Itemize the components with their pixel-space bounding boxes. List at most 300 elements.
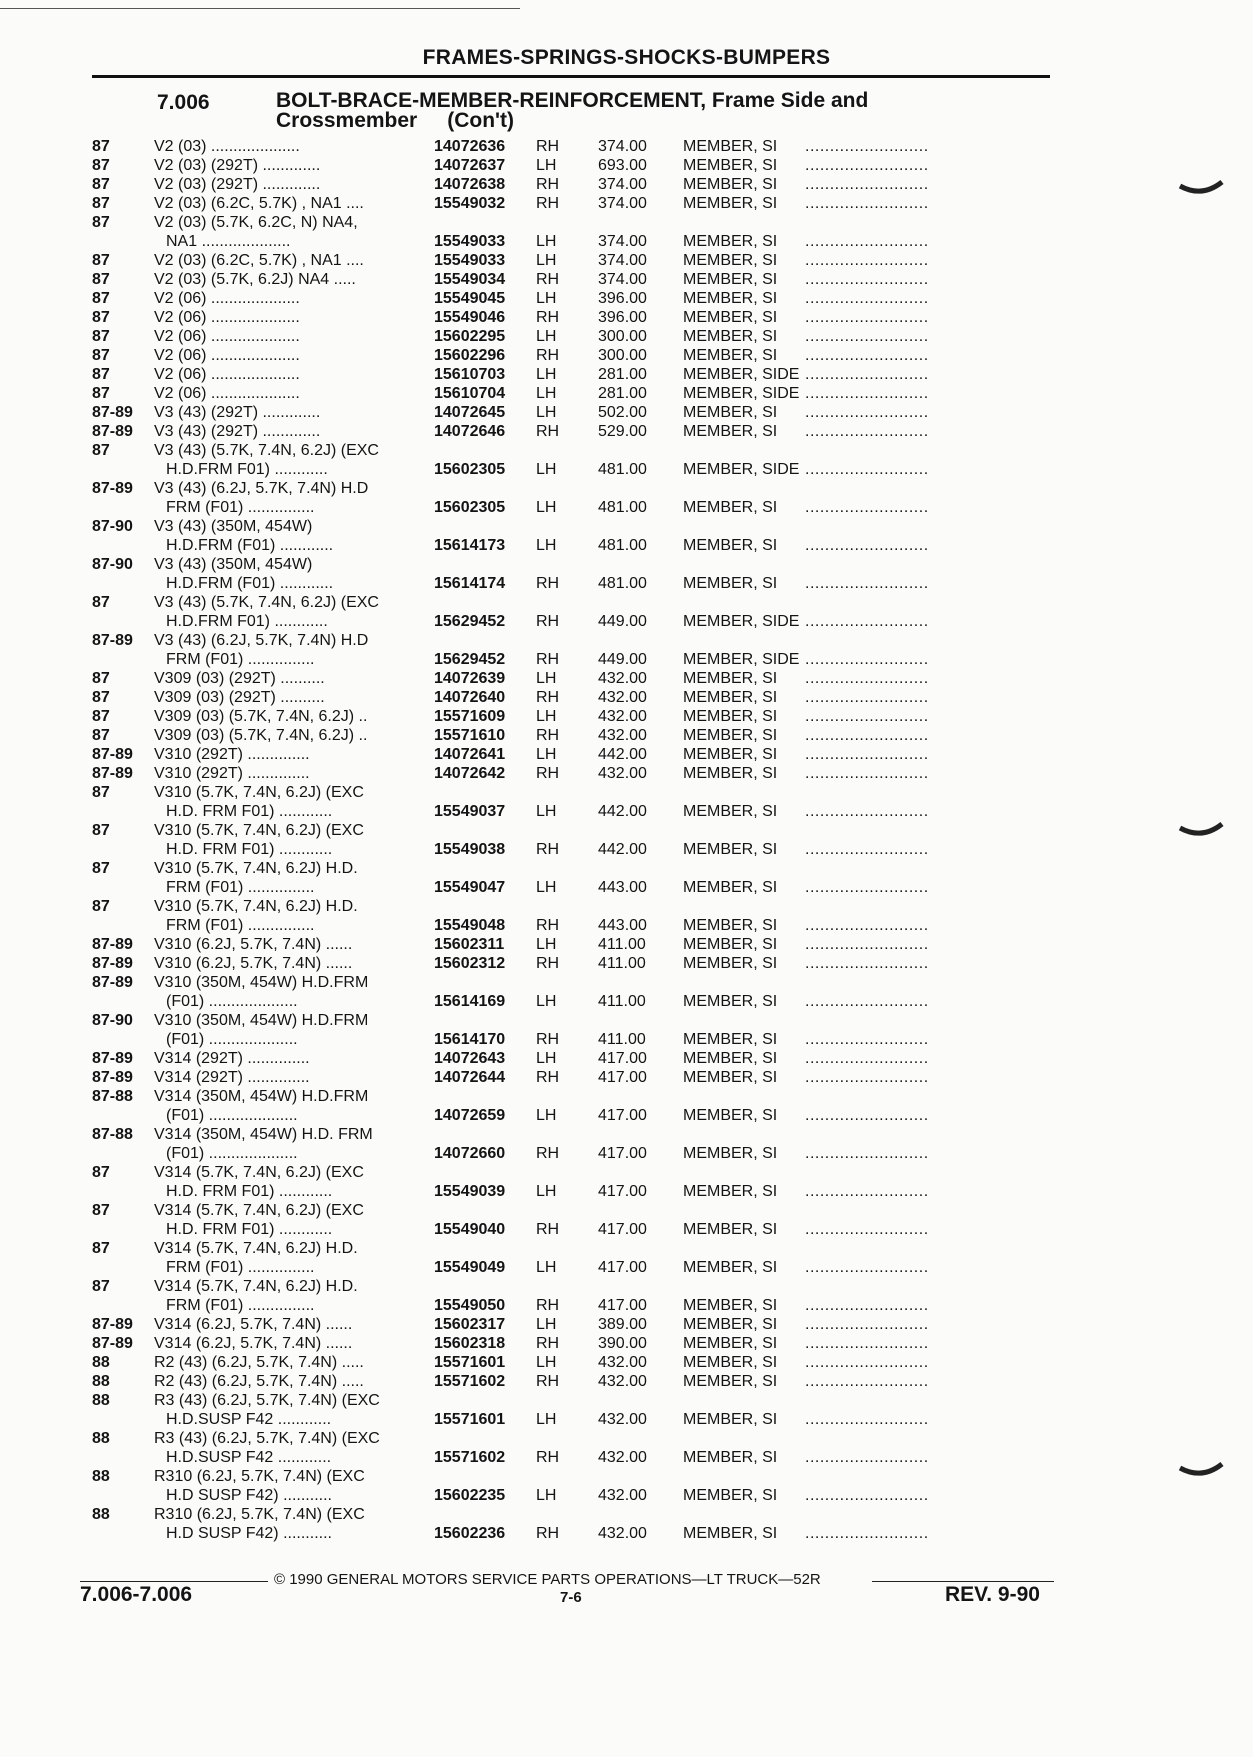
row-leader-dots: ......................... [805, 1449, 929, 1466]
row-description: V310 (292T) .............. [154, 746, 310, 763]
row-description: R310 (6.2J, 5.7K, 7.4N) (EXC [154, 1506, 365, 1523]
row-part-name: MEMBER, SI [683, 404, 778, 421]
row-description: V2 (06) .................... [154, 309, 300, 326]
row-description: V314 (292T) .............. [154, 1069, 310, 1086]
row-description: V310 (5.7K, 7.4N, 6.2J) H.D. [154, 860, 358, 877]
row-part-name: MEMBER, SI [683, 347, 778, 364]
row-part-number: 15549032 [434, 195, 506, 212]
row-side: RH [536, 955, 560, 972]
row-part-name: MEMBER, SI [683, 670, 778, 687]
row-year: 88 [92, 1468, 110, 1485]
row-leader-dots: ......................... [805, 1145, 929, 1162]
row-side: LH [536, 404, 557, 421]
row-description-cont: NA1 .................... [166, 233, 291, 250]
row-year: 87-90 [92, 556, 133, 573]
row-year: 87 [92, 328, 110, 345]
row-part-name: MEMBER, SI [683, 917, 778, 934]
row-part-name: MEMBER, SIDE [683, 385, 800, 402]
row-leader-dots: ......................... [805, 1354, 929, 1371]
row-description: V314 (6.2J, 5.7K, 7.4N) ...... [154, 1335, 353, 1352]
row-leader-dots: ......................... [805, 138, 929, 155]
row-leader-dots: ......................... [805, 879, 929, 896]
row-price: 374.00 [598, 176, 647, 193]
row-part-name: MEMBER, SI [683, 993, 778, 1010]
footer-rule-right [872, 1581, 1054, 1582]
row-price: 481.00 [598, 537, 647, 554]
row-leader-dots: ......................... [805, 727, 929, 744]
row-price: 502.00 [598, 404, 647, 421]
row-part-name: MEMBER, SI [683, 765, 778, 782]
binder-hole-mark [1178, 1460, 1226, 1484]
row-part-number: 15602305 [434, 499, 506, 516]
row-side: LH [536, 233, 557, 250]
row-price: 481.00 [598, 461, 647, 478]
row-price: 432.00 [598, 765, 647, 782]
row-price: 432.00 [598, 689, 647, 706]
row-price: 281.00 [598, 366, 647, 383]
row-leader-dots: ......................... [805, 993, 929, 1010]
row-description: V310 (350M, 454W) H.D.FRM [154, 974, 369, 991]
row-price: 417.00 [598, 1221, 647, 1238]
row-part-number: 14072640 [434, 689, 506, 706]
row-description: R3 (43) (6.2J, 5.7K, 7.4N) (EXC [154, 1392, 380, 1409]
row-side: RH [536, 1069, 560, 1086]
row-part-number: 15549047 [434, 879, 506, 896]
row-year: 88 [92, 1354, 110, 1371]
row-leader-dots: ......................... [805, 955, 929, 972]
row-part-number: 15549045 [434, 290, 506, 307]
row-part-number: 14072643 [434, 1050, 506, 1067]
row-side: LH [536, 746, 557, 763]
row-price: 396.00 [598, 290, 647, 307]
row-side: LH [536, 936, 557, 953]
row-price: 396.00 [598, 309, 647, 326]
row-price: 374.00 [598, 271, 647, 288]
row-part-name: MEMBER, SI [683, 271, 778, 288]
row-part-number: 15549037 [434, 803, 506, 820]
row-part-number: 14072641 [434, 746, 506, 763]
row-part-number: 15549033 [434, 233, 506, 250]
row-part-name: MEMBER, SIDE [683, 613, 800, 630]
row-part-number: 15602311 [434, 936, 505, 953]
row-part-name: MEMBER, SI [683, 1354, 778, 1371]
row-description: V2 (06) .................... [154, 366, 300, 383]
row-year: 87 [92, 176, 110, 193]
row-price: 389.00 [598, 1316, 647, 1333]
row-part-name: MEMBER, SI [683, 1107, 778, 1124]
row-part-name: MEMBER, SI [683, 176, 778, 193]
row-description-cont: H.D.SUSP F42 ............ [166, 1449, 332, 1466]
row-leader-dots: ......................... [805, 195, 929, 212]
row-description-cont: H.D. FRM F01) ............ [166, 841, 333, 858]
row-part-name: MEMBER, SI [683, 746, 778, 763]
row-part-number: 15549050 [434, 1297, 506, 1314]
row-side: RH [536, 1373, 560, 1390]
row-leader-dots: ......................... [805, 670, 929, 687]
row-description: V3 (43) (5.7K, 7.4N, 6.2J) (EXC [154, 442, 379, 459]
row-description-cont: (F01) .................... [166, 1145, 298, 1162]
row-year: 87 [92, 708, 110, 725]
row-part-number: 15610704 [434, 385, 506, 402]
row-leader-dots: ......................... [805, 1107, 929, 1124]
row-part-number: 15614170 [434, 1031, 506, 1048]
row-price: 411.00 [598, 993, 646, 1010]
row-description-cont: H.D.FRM (F01) ............ [166, 575, 334, 592]
row-year: 87-89 [92, 1316, 133, 1333]
row-year: 87-89 [92, 1050, 133, 1067]
row-side: RH [536, 1525, 560, 1542]
row-price: 390.00 [598, 1335, 647, 1352]
row-price: 432.00 [598, 1373, 647, 1390]
row-year: 87 [92, 727, 110, 744]
row-part-number: 15614169 [434, 993, 506, 1010]
row-description: V310 (350M, 454W) H.D.FRM [154, 1012, 369, 1029]
row-leader-dots: ......................... [805, 290, 929, 307]
row-price: 417.00 [598, 1069, 647, 1086]
row-price: 442.00 [598, 841, 647, 858]
row-price: 411.00 [598, 955, 646, 972]
row-leader-dots: ......................... [805, 1316, 929, 1333]
row-year: 88 [92, 1392, 110, 1409]
row-part-number: 15571610 [434, 727, 506, 744]
row-part-name: MEMBER, SI [683, 708, 778, 725]
row-price: 443.00 [598, 879, 647, 896]
row-part-number: 15614173 [434, 537, 506, 554]
row-description: V2 (06) .................... [154, 328, 300, 345]
row-description-cont: (F01) .................... [166, 1031, 298, 1048]
row-part-number: 15571609 [434, 708, 506, 725]
row-year: 87 [92, 157, 110, 174]
row-part-number: 15549040 [434, 1221, 506, 1238]
row-year: 87 [92, 347, 110, 364]
row-leader-dots: ......................... [805, 1335, 929, 1352]
row-price: 442.00 [598, 803, 647, 820]
row-side: LH [536, 993, 557, 1010]
row-part-name: MEMBER, SI [683, 1145, 778, 1162]
binder-hole-mark [1178, 820, 1226, 844]
row-leader-dots: ......................... [805, 1487, 929, 1504]
row-description: V310 (5.7K, 7.4N, 6.2J) (EXC [154, 784, 364, 801]
row-price: 432.00 [598, 727, 647, 744]
row-side: LH [536, 803, 557, 820]
row-description-cont: FRM (F01) ............... [166, 499, 315, 516]
row-description: V2 (03) (6.2C, 5.7K) , NA1 .... [154, 252, 364, 269]
row-part-name: MEMBER, SI [683, 1449, 778, 1466]
row-description: V2 (03) (6.2C, 5.7K) , NA1 .... [154, 195, 364, 212]
row-leader-dots: ......................... [805, 404, 929, 421]
row-part-name: MEMBER, SI [683, 1373, 778, 1390]
row-description: V3 (43) (292T) ............. [154, 423, 321, 440]
row-part-number: 15571602 [434, 1449, 506, 1466]
row-description: V3 (43) (350M, 454W) [154, 556, 313, 573]
row-side: RH [536, 347, 560, 364]
binder-hole-mark [1178, 178, 1226, 202]
row-price: 417.00 [598, 1145, 647, 1162]
row-part-name: MEMBER, SI [683, 537, 778, 554]
row-part-number: 15549039 [434, 1183, 506, 1200]
row-description: R3 (43) (6.2J, 5.7K, 7.4N) (EXC [154, 1430, 380, 1447]
row-year: 88 [92, 1373, 110, 1390]
row-year: 87-89 [92, 404, 133, 421]
row-side: RH [536, 138, 560, 155]
row-price: 300.00 [598, 328, 647, 345]
row-side: LH [536, 1107, 557, 1124]
row-part-number: 15571601 [434, 1411, 506, 1428]
row-price: 693.00 [598, 157, 647, 174]
row-price: 442.00 [598, 746, 647, 763]
row-part-name: MEMBER, SI [683, 499, 778, 516]
row-part-name: MEMBER, SI [683, 1487, 778, 1504]
row-description: V309 (03) (292T) .......... [154, 689, 325, 706]
row-price: 449.00 [598, 613, 647, 630]
row-description: V310 (5.7K, 7.4N, 6.2J) H.D. [154, 898, 358, 915]
row-description: V309 (03) (5.7K, 7.4N, 6.2J) .. [154, 727, 368, 744]
row-year: 87 [92, 214, 110, 231]
row-part-name: MEMBER, SI [683, 328, 778, 345]
row-year: 88 [92, 1506, 110, 1523]
row-leader-dots: ......................... [805, 1259, 929, 1276]
row-price: 432.00 [598, 708, 647, 725]
row-part-name: MEMBER, SI [683, 841, 778, 858]
row-side: RH [536, 423, 560, 440]
row-description: V3 (43) (350M, 454W) [154, 518, 313, 535]
row-part-name: MEMBER, SI [683, 803, 778, 820]
row-part-number: 14072645 [434, 404, 506, 421]
row-year: 87-88 [92, 1088, 133, 1105]
row-description-cont: H.D SUSP F42) ........... [166, 1487, 332, 1504]
row-price: 411.00 [598, 1031, 646, 1048]
row-side: RH [536, 195, 560, 212]
row-side: LH [536, 461, 557, 478]
row-description-cont: H.D.FRM (F01) ............ [166, 537, 334, 554]
row-part-number: 15602312 [434, 955, 506, 972]
row-year: 88 [92, 1430, 110, 1447]
row-description: V3 (43) (6.2J, 5.7K, 7.4N) H.D [154, 480, 369, 497]
row-part-name: MEMBER, SI [683, 233, 778, 250]
row-side: LH [536, 1259, 557, 1276]
row-description: V2 (06) .................... [154, 385, 300, 402]
row-part-number: 15549048 [434, 917, 506, 934]
row-description: V314 (5.7K, 7.4N, 6.2J) (EXC [154, 1164, 364, 1181]
row-leader-dots: ......................... [805, 366, 929, 383]
row-description-cont: H.D.FRM F01) ............ [166, 613, 328, 630]
row-leader-dots: ......................... [805, 347, 929, 364]
row-price: 417.00 [598, 1107, 647, 1124]
row-year: 87-90 [92, 1012, 133, 1029]
row-part-number: 14072644 [434, 1069, 506, 1086]
row-side: LH [536, 366, 557, 383]
row-side: LH [536, 1050, 557, 1067]
row-part-number: 15610703 [434, 366, 506, 383]
row-part-name: MEMBER, SI [683, 955, 778, 972]
row-side: RH [536, 727, 560, 744]
row-description-cont: FRM (F01) ............... [166, 917, 315, 934]
row-leader-dots: ......................... [805, 1221, 929, 1238]
row-part-name: MEMBER, SI [683, 423, 778, 440]
row-description: V309 (03) (5.7K, 7.4N, 6.2J) .. [154, 708, 368, 725]
row-price: 432.00 [598, 1487, 647, 1504]
row-part-number: 14072642 [434, 765, 506, 782]
row-year: 87 [92, 1202, 110, 1219]
row-leader-dots: ......................... [805, 233, 929, 250]
row-description: R2 (43) (6.2J, 5.7K, 7.4N) ..... [154, 1354, 364, 1371]
footer-rule-left [80, 1581, 268, 1582]
row-part-name: MEMBER, SI [683, 727, 778, 744]
footer-page-number: 7-6 [560, 1589, 582, 1606]
row-description-cont: FRM (F01) ............... [166, 1297, 315, 1314]
row-year: 87-88 [92, 1126, 133, 1143]
row-price: 411.00 [598, 936, 646, 953]
row-part-name: MEMBER, SI [683, 138, 778, 155]
row-leader-dots: ......................... [805, 1525, 929, 1542]
row-side: LH [536, 1411, 557, 1428]
row-side: LH [536, 157, 557, 174]
row-price: 481.00 [598, 499, 647, 516]
row-side: RH [536, 765, 560, 782]
row-price: 481.00 [598, 575, 647, 592]
row-leader-dots: ......................... [805, 252, 929, 269]
row-year: 87 [92, 1278, 110, 1295]
row-price: 449.00 [598, 651, 647, 668]
row-part-number: 15549033 [434, 252, 506, 269]
row-description-cont: H.D.FRM F01) ............ [166, 461, 328, 478]
row-price: 417.00 [598, 1259, 647, 1276]
section-cont: (Con't) [447, 109, 515, 132]
row-part-name: MEMBER, SI [683, 1183, 778, 1200]
row-year: 87-89 [92, 974, 133, 991]
row-year: 87 [92, 252, 110, 269]
row-part-name: MEMBER, SI [683, 290, 778, 307]
row-price: 432.00 [598, 670, 647, 687]
footer-copyright: © 1990 GENERAL MOTORS SERVICE PARTS OPERATIONS—LT TRUCK—52R [274, 1571, 821, 1588]
row-description: V2 (03) .................... [154, 138, 300, 155]
row-part-number: 15614174 [434, 575, 506, 592]
row-side: LH [536, 290, 557, 307]
row-side: RH [536, 1297, 560, 1314]
row-description: V2 (06) .................... [154, 290, 300, 307]
row-part-name: MEMBER, SI [683, 575, 778, 592]
row-leader-dots: ......................... [805, 328, 929, 345]
row-part-name: MEMBER, SI [683, 936, 778, 953]
row-leader-dots: ......................... [805, 157, 929, 174]
row-part-name: MEMBER, SI [683, 157, 778, 174]
row-leader-dots: ......................... [805, 613, 929, 630]
row-year: 87-90 [92, 518, 133, 535]
row-year: 87-89 [92, 1069, 133, 1086]
row-part-number: 14072660 [434, 1145, 506, 1162]
row-leader-dots: ......................... [805, 1031, 929, 1048]
row-leader-dots: ......................... [805, 917, 929, 934]
row-price: 374.00 [598, 195, 647, 212]
row-description: R2 (43) (6.2J, 5.7K, 7.4N) ..... [154, 1373, 364, 1390]
row-side: RH [536, 689, 560, 706]
row-side: RH [536, 841, 560, 858]
row-part-name: MEMBER, SIDE [683, 651, 800, 668]
row-side: LH [536, 537, 557, 554]
row-description-cont: H.D. FRM F01) ............ [166, 1183, 333, 1200]
row-part-number: 15602296 [434, 347, 506, 364]
row-part-name: MEMBER, SI [683, 309, 778, 326]
row-leader-dots: ......................... [805, 708, 929, 725]
row-description-cont: (F01) .................... [166, 993, 298, 1010]
row-description: V309 (03) (292T) .......... [154, 670, 325, 687]
row-part-number: 15549046 [434, 309, 506, 326]
row-description: V3 (43) (6.2J, 5.7K, 7.4N) H.D [154, 632, 369, 649]
row-price: 300.00 [598, 347, 647, 364]
row-year: 87-89 [92, 480, 133, 497]
footer-section-range: 7.006-7.006 [80, 1583, 193, 1606]
row-year: 87-89 [92, 746, 133, 763]
row-year: 87 [92, 594, 110, 611]
row-part-number: 15549034 [434, 271, 506, 288]
row-leader-dots: ......................... [805, 936, 929, 953]
row-leader-dots: ......................... [805, 841, 929, 858]
row-leader-dots: ......................... [805, 765, 929, 782]
row-price: 432.00 [598, 1354, 647, 1371]
row-part-number: 14072636 [434, 138, 506, 155]
row-description: V310 (292T) .............. [154, 765, 310, 782]
row-description: V310 (5.7K, 7.4N, 6.2J) (EXC [154, 822, 364, 839]
section-title-crossmember: Crossmember [276, 109, 418, 132]
row-leader-dots: ......................... [805, 1373, 929, 1390]
row-year: 87 [92, 670, 110, 687]
section-title-line1: BOLT-BRACE-MEMBER-REINFORCEMENT, Frame Side and [276, 89, 869, 112]
row-price: 417.00 [598, 1050, 647, 1067]
row-part-name: MEMBER, SI [683, 1525, 778, 1542]
row-part-number: 15571601 [434, 1354, 506, 1371]
row-part-number: 15602305 [434, 461, 506, 478]
row-part-number: 15602317 [434, 1316, 506, 1333]
row-part-number: 15549038 [434, 841, 506, 858]
row-price: 374.00 [598, 233, 647, 250]
row-part-number: 15571602 [434, 1373, 506, 1390]
row-description: V314 (5.7K, 7.4N, 6.2J) H.D. [154, 1240, 358, 1257]
row-description-cont: H.D SUSP F42) ........... [166, 1525, 332, 1542]
row-description-cont: FRM (F01) ............... [166, 651, 315, 668]
row-year: 87-89 [92, 423, 133, 440]
row-leader-dots: ......................... [805, 537, 929, 554]
row-part-name: MEMBER, SI [683, 195, 778, 212]
row-year: 87 [92, 1240, 110, 1257]
row-leader-dots: ......................... [805, 423, 929, 440]
row-leader-dots: ......................... [805, 461, 929, 478]
row-description: V314 (350M, 454W) H.D.FRM [154, 1088, 369, 1105]
row-description: V314 (350M, 454W) H.D. FRM [154, 1126, 373, 1143]
row-price: 443.00 [598, 917, 647, 934]
row-part-name: MEMBER, SI [683, 1221, 778, 1238]
section-number: 7.006 [157, 91, 210, 114]
row-part-number: 14072646 [434, 423, 506, 440]
row-year: 87-89 [92, 955, 133, 972]
row-side: RH [536, 613, 560, 630]
row-side: LH [536, 1183, 557, 1200]
row-description: V3 (43) (5.7K, 7.4N, 6.2J) (EXC [154, 594, 379, 611]
row-part-name: MEMBER, SI [683, 1411, 778, 1428]
row-part-number: 14072639 [434, 670, 506, 687]
row-side: LH [536, 328, 557, 345]
row-year: 87 [92, 784, 110, 801]
row-description-cont: (F01) .................... [166, 1107, 298, 1124]
row-description: V314 (5.7K, 7.4N, 6.2J) H.D. [154, 1278, 358, 1295]
row-price: 432.00 [598, 1525, 647, 1542]
row-part-name: MEMBER, SIDE [683, 461, 800, 478]
row-price: 417.00 [598, 1183, 647, 1200]
row-leader-dots: ......................... [805, 1069, 929, 1086]
row-year: 87 [92, 1164, 110, 1181]
row-price: 281.00 [598, 385, 647, 402]
row-side: RH [536, 309, 560, 326]
row-description: V2 (03) (292T) ............. [154, 176, 321, 193]
